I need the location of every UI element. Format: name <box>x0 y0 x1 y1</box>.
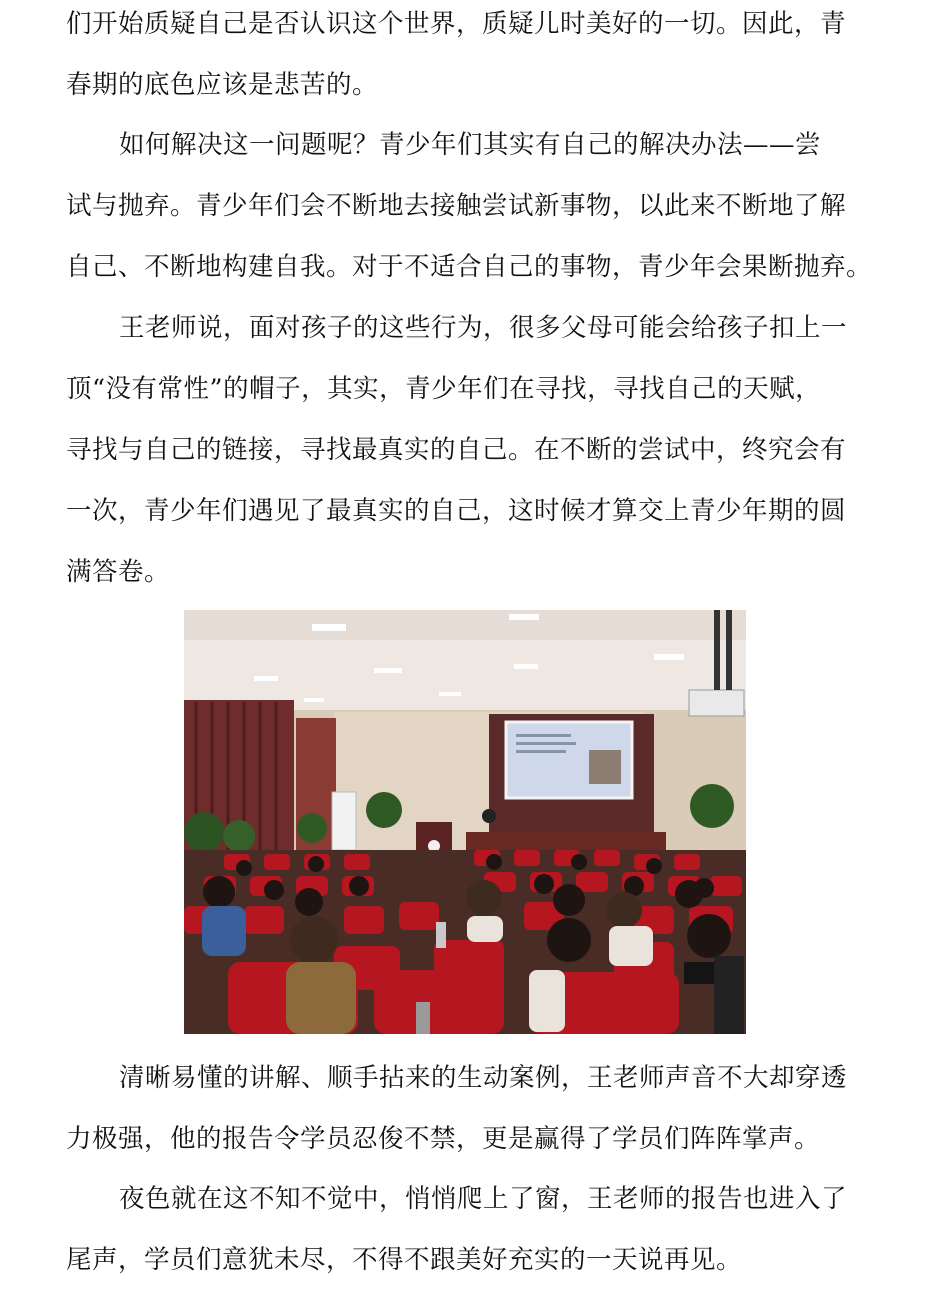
text-line: 尾声，学员们意犹未尽，不得不跟美好充实的一天说再见。 <box>66 1245 743 1275</box>
text-line: 满答卷。 <box>66 557 171 587</box>
text-line: 如何解决这一问题呢？青少年们其实有自己的解决办法——尝 <box>119 130 822 160</box>
paragraph-3 <box>66 298 866 603</box>
text-line: 夜色就在这不知不觉中，悄悄爬上了窗，王老师的报告也进入了 <box>119 1184 848 1214</box>
paragraph-2 <box>66 115 873 298</box>
text-line: 寻找与自己的链接，寻找最真实的自己。在不断的尝试中，终究会有 <box>66 435 847 465</box>
text-line: 试与抛弃。青少年们会不断地去接触尝试新事物，以此来不断地了解 <box>66 191 847 221</box>
lecture-hall-illustration <box>184 610 746 1034</box>
text-line: 力极强，他的报告令学员忍俊不禁，更是赢得了学员们阵阵掌声。 <box>66 1124 821 1154</box>
text-line: 春期的底色应该是悲苦的。 <box>66 70 379 100</box>
paragraph-1 <box>66 0 866 116</box>
text-line: 自己、不断地构建自我。对于不适合自己的事物，青少年会果断抛弃。 <box>66 252 873 282</box>
text-line: 清晰易懂的讲解、顺手拈来的生动案例，王老师声音不大却穿透 <box>119 1063 848 1093</box>
text-line: 一次，青少年们遇见了最真实的自己，这时候才算交上青少年期的圆 <box>66 496 847 526</box>
text-line: 们开始质疑自己是否认识这个世界，质疑儿时美好的一切。因此，青 <box>66 9 847 39</box>
paragraph-4 <box>66 1048 866 1170</box>
lecture-hall-photo <box>184 610 746 1034</box>
text-line: 顶“没有常性”的帽子，其实，青少年们在寻找，寻找自己的天赋， <box>66 374 822 404</box>
text-line: 王老师说，面对孩子的这些行为，很多父母可能会给孩子扣上一 <box>119 313 848 343</box>
paragraph-5 <box>66 1169 866 1291</box>
